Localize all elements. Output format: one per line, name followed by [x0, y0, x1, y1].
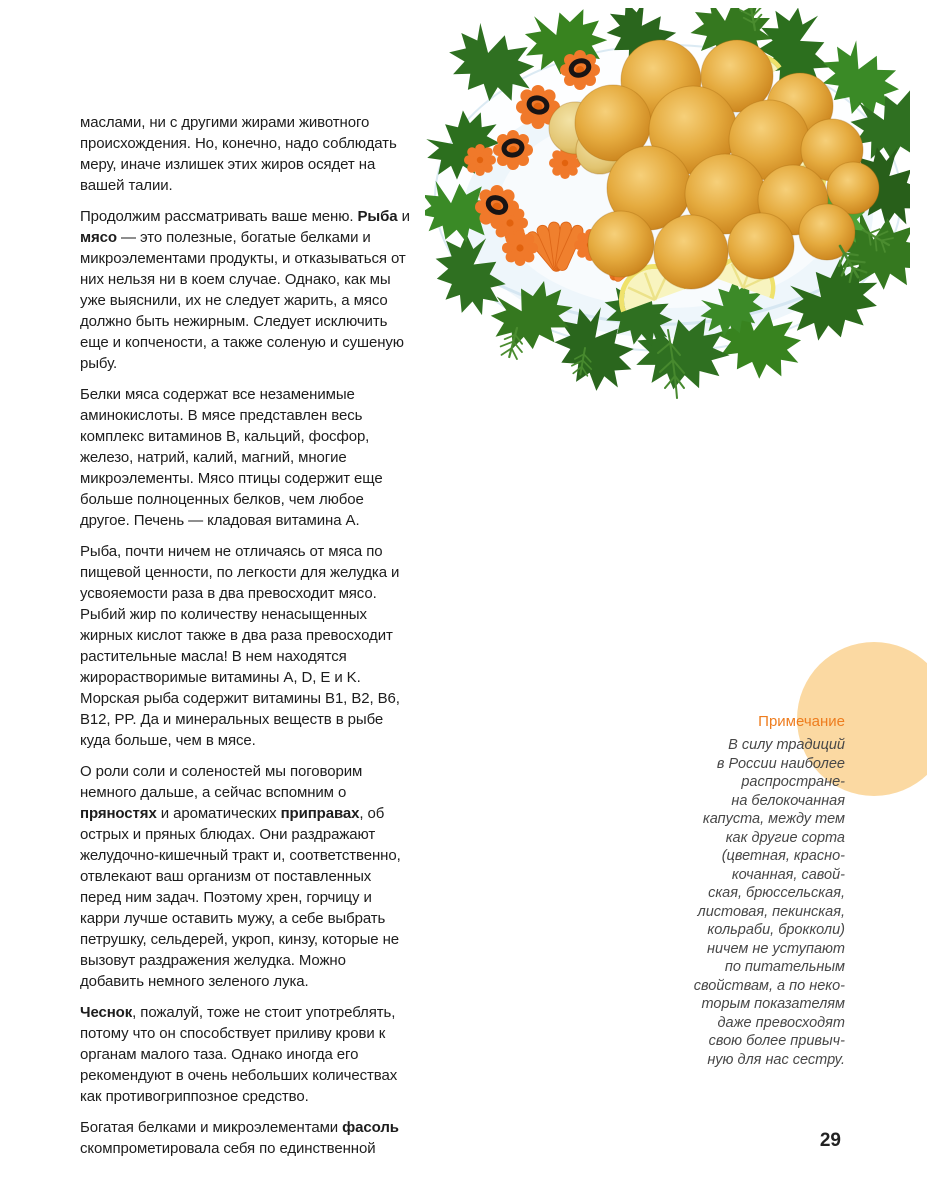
text-wrap-spacer: [616, 368, 724, 394]
food-photo: [425, 8, 910, 403]
croquettes: [549, 40, 879, 289]
paragraph: Продолжим рассматривать ваше меню. Рыба и мясо — это полезные, богатые белками и микроэлементами продукты, и отказываться от них нельзя ни в коем случае. Однако, как мы уже выяснили, их не следует жарить, а мясо должно быть нежирным. Следует исключить еще и копчености, а также соленую и сушеную рыбу.: [80, 208, 410, 372]
page-number: 29: [819, 1130, 841, 1151]
paragraph: маслами, ни с другими жирами животного происхождения. Но, конечно, надо соблюдать меру, иначе излишек этих жиров осядет на вашей талии.: [80, 114, 397, 194]
note-body: В силу традиций в России наиболее распростране- на белокочанная капуста, между тем как другие сорта (цветная, красно- кочанная, савой- ская, брюссельская, листовая, пекинская, кольраби, брокколи) ничем не уступают по питательным свойствам, а по неко- торым показателям даже превосходят свою более привыч- ную для нас сестру.: [693, 737, 845, 1068]
olive-rings: [486, 58, 591, 215]
sidebar-note: [615, 712, 845, 1069]
paragraph: Чеснок, пожалуй, тоже не стоит употреблять, потому что он способствует приливу крови к органам малого таза. Однако иногда его рекомендуют в очень небольших количествах как противогриппозное средство.: [80, 1004, 398, 1105]
lemon-slices: [609, 40, 826, 312]
dill-garnish: [499, 8, 895, 398]
note-title: Примечание: [758, 713, 845, 730]
paragraph: О роли соли и соленостей мы поговорим немного дальше, а сейчас вспомним о пряностях и ароматических приправах, об острых и пряных блюдах. Они раздражают желудочно-кишечный тракт и, соответственно, отвлекают ваш организм от поставленных перед ним задач. Поэтому хрен, горчицу и карри лучше оставить мужу, а себе выбрать петрушку, сельдерей, укроп, кинзу, которые не вызовут раздражения желудка. Можно добавить немного зеленого лука.: [80, 763, 401, 990]
carrot-flowers: [464, 50, 647, 289]
middle-text-column: [390, 368, 724, 394]
paragraph: Белки мяса содержат все незаменимые аминокислоты. В мясе представлен весь комплекс витаминов B, кальций, фосфор, железо, натрий, калий, магний, многие микроэлементы. Мясо птицы содержит еще больше полноценных белков, чем любое другое. Печень — кладовая витамина A.: [80, 386, 383, 529]
plate: [435, 45, 901, 351]
left-text-column: [80, 112, 410, 1169]
paragraph: Рыба, почти ничем не отличаясь от мяса по пищевой ценности, по легкости для желудка и усвояемости раза в два превосходит мясо. Рыбий жир по количеству ненасыщенных жирных кислот также в два раза превосходит растительные масла! В нем находятся жирорастворимые витамины A, D, E и K. Морская рыба содержит витамины B1, B2, B6, B12, PP. Да и минеральных веществ в рыбе куда больше, чем в мясе.: [80, 543, 400, 749]
paragraph: Богатая белками и микроэлементами фасоль скомпрометировала себя по единственной: [80, 1119, 399, 1157]
parsley-garnish: [425, 8, 910, 403]
